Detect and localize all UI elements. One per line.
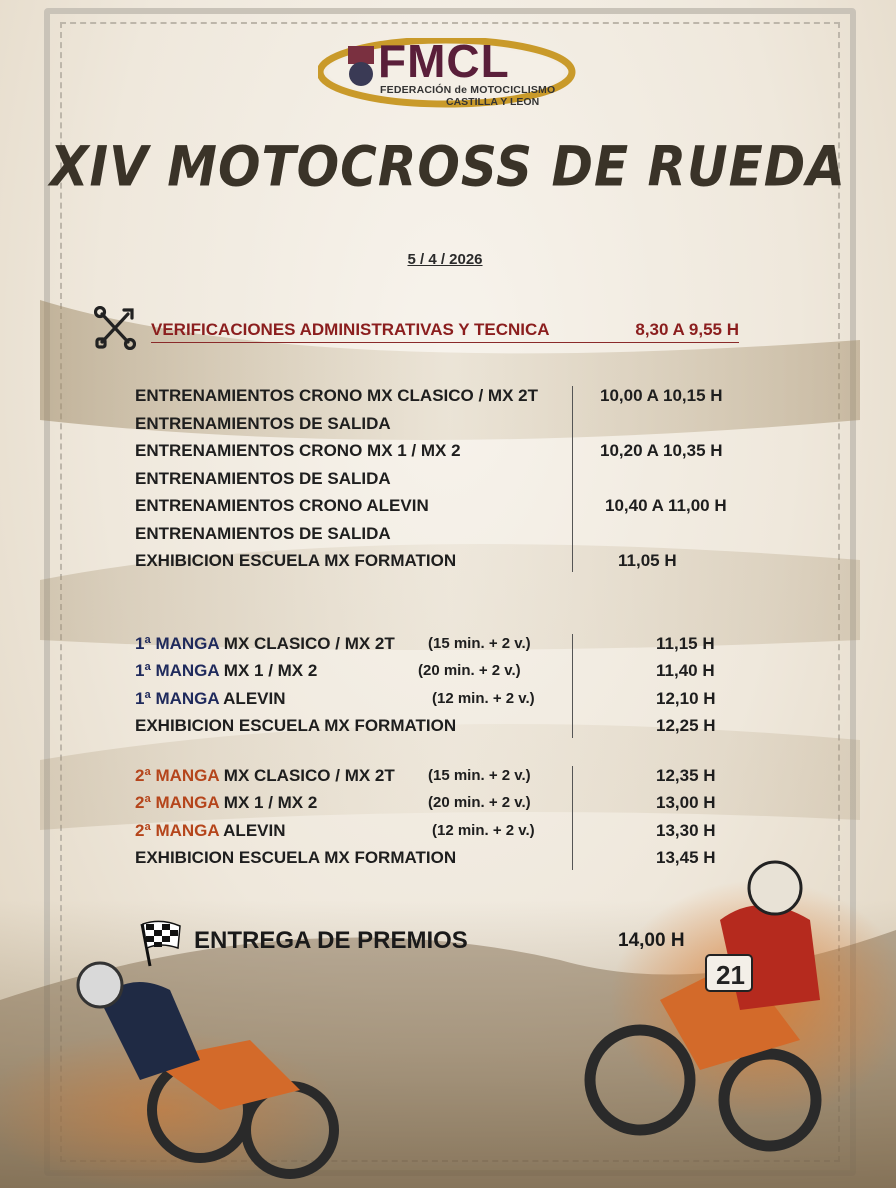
verificaciones-row [151,320,739,343]
manga-category: EXHIBICION ESCUELA MX FORMATION [135,848,457,867]
manga-category: ALEVIN [223,821,286,840]
manga-prefix: 1ª MANGA [135,634,220,653]
manga-time: 11,15 H [656,634,715,653]
manga-prefix: 2ª MANGA [135,793,220,812]
premios-label: ENTREGA DE PREMIOS [194,927,468,954]
manga-category: MX 1 / MX 2 [223,661,318,680]
manga-category: MX 1 / MX 2 [223,793,318,812]
manga-duration: (15 min. + 2 v.) [428,635,531,652]
manga-time: 12,25 H [656,716,716,735]
entrenamiento-row-label: ENTRENAMIENTOS CRONO ALEVIN [135,496,429,515]
logo-region: CASTILLA Y LEON [446,96,540,108]
manga1-row [135,634,395,654]
logo-name: FMCL [378,35,510,87]
manga1-row [135,716,456,736]
manga-category: ALEVIN [223,689,286,708]
manga-duration: (12 min. + 2 v.) [432,690,535,707]
verificaciones-label: VERIFICACIONES ADMINISTRATIVAS Y TECNICA [151,320,550,339]
logo-federation: FEDERACIÓN de MOTOCICLISMO [380,84,556,96]
entrenamiento-row-label: ENTRENAMIENTOS DE SALIDA [135,524,391,543]
entrenamiento-row-time: 11,05 H [618,551,677,570]
manga-time: 13,30 H [656,821,716,840]
manga-time: 13,45 H [656,848,716,867]
manga1-row [135,661,317,681]
manga-prefix: 1ª MANGA [135,689,220,708]
manga-duration: (20 min. + 2 v.) [428,794,531,811]
tools-icon [94,306,136,350]
manga-prefix: 2ª MANGA [135,766,220,785]
entrenamiento-row-time: 10,00 A 10,15 H [600,386,723,405]
manga2-row [135,821,286,841]
verificaciones-time: 8,30 A 9,55 H [635,320,739,339]
manga2-row [135,766,395,786]
divider-manga2 [572,766,573,870]
entrenamiento-row-label: ENTRENAMIENTOS DE SALIDA [135,414,391,433]
manga-time: 11,40 H [656,661,715,680]
page-title: XIV MOTOCROSS DE RUEDA [50,135,846,199]
entrenamiento-row-label: ENTRENAMIENTOS DE SALIDA [135,469,391,488]
entrenamiento-row-time: 10,40 A 11,00 H [605,496,727,515]
manga-prefix: 2ª MANGA [135,821,220,840]
premios-time: 14,00 H [618,930,685,951]
manga-category: EXHIBICION ESCUELA MX FORMATION [135,716,457,735]
entrenamiento-row-label: ENTRENAMIENTOS CRONO MX 1 / MX 2 [135,441,461,460]
manga-time: 12,35 H [656,766,716,785]
divider-manga1 [572,634,573,738]
manga-category: MX CLASICO / MX 2T [223,766,395,785]
event-date: 5 / 4 / 2026 [407,251,483,268]
manga-time: 12,10 H [656,689,716,708]
svg-text:21: 21 [716,960,745,990]
entrenamiento-row-label: ENTRENAMIENTOS CRONO MX CLASICO / MX 2T [135,386,538,405]
divider-entrenamientos [572,386,573,572]
checkered-flag-icon [136,918,184,968]
entrenamiento-row-label: EXHIBICION ESCUELA MX FORMATION [135,551,457,570]
manga-duration: (20 min. + 2 v.) [418,662,521,679]
manga-time: 13,00 H [656,793,716,812]
manga-category: MX CLASICO / MX 2T [223,634,395,653]
manga-duration: (15 min. + 2 v.) [428,767,531,784]
manga-prefix: 1ª MANGA [135,661,220,680]
manga2-row [135,793,317,813]
manga2-row [135,848,456,868]
entrenamiento-row-time: 10,20 A 10,35 H [600,441,723,460]
manga-duration: (12 min. + 2 v.) [432,822,535,839]
manga1-row [135,689,286,709]
